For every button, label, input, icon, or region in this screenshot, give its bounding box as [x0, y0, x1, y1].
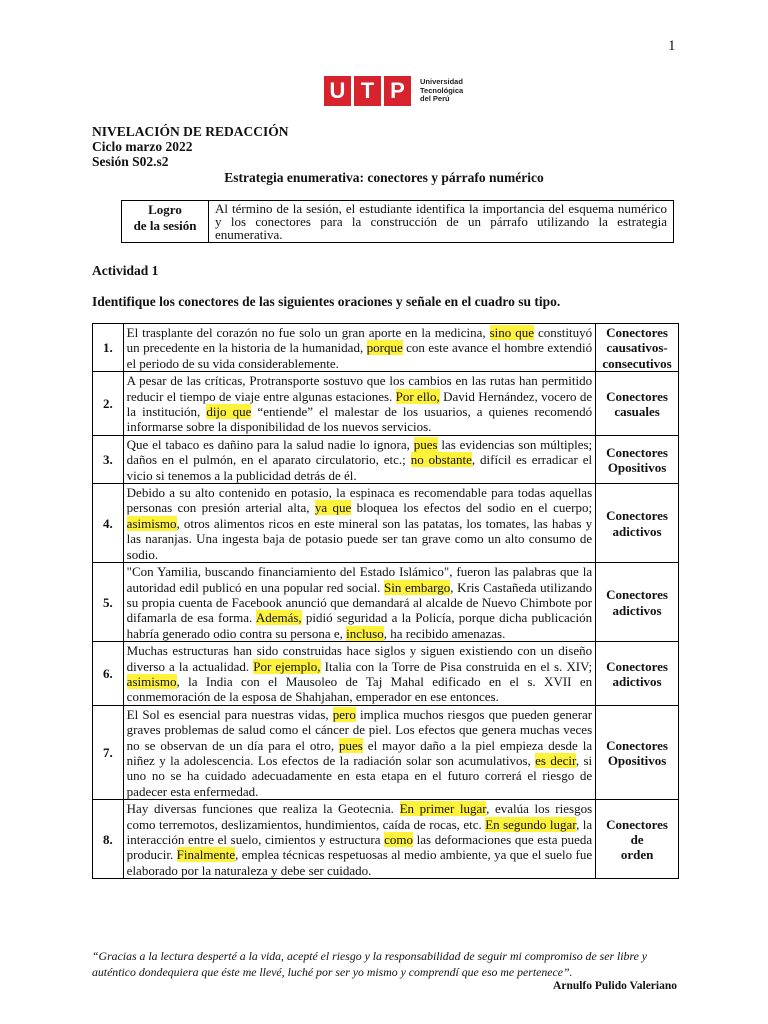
- footer-quote: “Gracias a la lectura desperté a la vida, acepté el riesgo y la responsabilidad de seguir mi compromiso de ser libre y auténtico dondequiera que éste me llevé, luché por ser yo mismo y comprendí que eso me pertenece”.: [92, 949, 648, 979]
- sentence-text: Debido a su alto contenido en potasio, la espinaca es recomendable para todas aquellas personas con presión arterial alta,: [126, 485, 593, 516]
- connector-type-line: adictivos: [612, 602, 662, 618]
- connector-type-line: Conectores: [606, 737, 668, 753]
- sentence-text: "Con Yamilia, buscando financiamiento del Estado Islámico", fueron las palabras que la autoridad edil publicó en una popular red social.: [126, 564, 593, 595]
- connector-type-line: causativos-: [606, 340, 668, 356]
- connector-type-line: orden: [620, 847, 654, 863]
- sentence-text: las evidencias son múltiples; daños en el pulmón, en el aparato circulatorio, etc.;: [126, 436, 593, 468]
- highlighted-connector: En primer lugar: [399, 801, 487, 817]
- highlighted-connector: Además,: [255, 610, 302, 626]
- connector-type-line: adictivos: [612, 673, 662, 689]
- logo-university-name: Universidad Tecnológica del Perú: [420, 77, 464, 104]
- highlighted-connector: pues: [339, 737, 363, 753]
- highlighted-connector: pues: [413, 436, 438, 452]
- connector-type-line: Conectores: [606, 325, 668, 340]
- connector-type: [596, 484, 679, 563]
- sentence-text: , la interacción entre el suelo, cimientos y estructura: [126, 816, 593, 847]
- session-label: Sesión S02.s2: [92, 154, 169, 169]
- connector-type: [596, 800, 679, 879]
- logro-text: Al término de la sesión, el estudiante identifica la importancia del esquema numérico y los conectores para la construcción de un párrafo utilizando la estrategia enumerativa.: [209, 201, 674, 243]
- highlighted-connector: Por ejemplo,: [253, 658, 321, 674]
- connector-type-line: Conectores: [606, 508, 668, 524]
- connector-type-line: adictivos: [612, 523, 662, 539]
- connector-type-line: consecutivos: [602, 355, 672, 371]
- row-number: 1.: [93, 324, 124, 372]
- connector-type-line: Conectores de: [606, 816, 668, 847]
- connector-type: [596, 324, 679, 372]
- highlighted-connector: ya que: [314, 500, 352, 516]
- row-sentence: [123, 484, 595, 563]
- sentence-text: , difícil es erradicar el vicio si tenemos a la publicidad detrás de él.: [126, 452, 593, 483]
- highlighted-connector: incluso: [346, 625, 384, 641]
- sentence-text: “entiende” el malestar de los usuarios, a quienes recomendó informarse sobre la disponibilidad de los nuevos servicios.: [126, 404, 593, 435]
- row-sentence: [123, 372, 595, 436]
- connector-type-line: Conectores: [606, 388, 668, 404]
- connector-type: [596, 435, 679, 483]
- logo-letter-p: P: [384, 76, 411, 106]
- sentence-text: , Kris Castañeda utilizando su propia cuenta de Facebook anunció que demandará al alcalde de Nuevo Chimbote por difamarla de esa forma.: [126, 579, 593, 626]
- sentence-text: bloquea los efectos del sodio en el cuerpo;: [351, 500, 593, 516]
- table-row: [93, 372, 679, 436]
- connector-type-line: Conectores: [606, 444, 668, 460]
- highlighted-connector: no obstante: [410, 452, 472, 468]
- sentence-text: Italia con la Torre de Pisa construida en el s. XIV;: [320, 658, 593, 674]
- connector-type-line: Conectores: [606, 587, 668, 603]
- row-number: 6.: [93, 642, 124, 706]
- row-number: 3.: [93, 435, 124, 483]
- cycle-label: Ciclo marzo 2022: [92, 139, 193, 154]
- sentence-text: Que el tabaco es dañino para la salud nadie lo ignora,: [126, 436, 414, 452]
- connector-type-line: casuales: [614, 404, 660, 420]
- utp-logo: [324, 74, 463, 108]
- highlighted-connector: asimismo: [126, 515, 177, 531]
- connector-type-line: Conectores: [606, 658, 668, 674]
- table-row: [93, 435, 679, 483]
- highlighted-connector: Por ello,: [395, 388, 440, 404]
- sentence-text: , la India con el Mausoleo de Taj Mahal edificado en el s. XVII en conmemoración de la esposa de Shahjahan, emperador en ese entonces.: [126, 673, 593, 705]
- row-number: 5.: [93, 563, 124, 642]
- sentence-text: Hay diversas funciones que realiza la Geotecnia.: [126, 801, 400, 817]
- highlighted-connector: Sin embargo: [384, 579, 451, 595]
- sentence-text: El trasplante del corazón no fue solo un gran aporte en la medicina,: [126, 325, 490, 340]
- connector-type: [596, 705, 679, 799]
- row-number: 8.: [93, 800, 124, 879]
- connector-type-line: Opositivos: [607, 459, 667, 475]
- connector-type: [596, 642, 679, 706]
- footer-author: Arnulfo Pulido Valeriano: [553, 980, 677, 992]
- sentence-text: El Sol es esencial para nuestras vidas,: [126, 706, 333, 722]
- course-title: NIVELACIÓN DE REDACCIÓN: [92, 124, 289, 139]
- session-subtitle: Estrategia enumerativa: conectores y párrafo numérico: [224, 170, 544, 185]
- row-number: 7.: [93, 705, 124, 799]
- sentence-text: con este avance el hombre extendió el periodo de su vida considerablemente.: [126, 340, 593, 371]
- highlighted-connector: sino que: [489, 325, 535, 340]
- sentence-text: , ha recibido amenazas.: [383, 625, 506, 641]
- sentence-text: A pesar de las críticas, Protransporte sostuvo que los cambios en las rutas han permitido reducir el tiempo de viaje entre algunas estaciones.: [126, 373, 593, 404]
- sentence-text: , si uno no se ha cuidado adecuadamente en esta etapa en el futuro correrá el riesgo de padecer esta enfermedad.: [126, 752, 593, 799]
- sentence-text: , otros alimentos ricos en este mineral son las patatas, los tomates, las habas y las naranjas. Una ingesta baja de potasio puede ser tan grave como un alto consumo de sodio.: [126, 515, 593, 562]
- highlighted-connector: Finalmente: [176, 847, 236, 863]
- connector-type: [596, 372, 679, 436]
- table-row: [93, 484, 679, 563]
- activity-instruction: Identifique los conectores de las siguientes oraciones y señale en el cuadro su tipo.: [92, 294, 561, 309]
- logro-label: Logro de la sesión: [122, 201, 209, 243]
- highlighted-connector: es decir: [535, 752, 576, 768]
- logro-table: [121, 200, 674, 243]
- row-sentence: [123, 800, 595, 879]
- sentence-text: constituyó un precedente en la historia de la humanidad,: [126, 325, 593, 356]
- highlighted-connector: En segundo lugar: [485, 816, 577, 832]
- row-sentence: [123, 642, 595, 706]
- table-row: [93, 563, 679, 642]
- activity-title: Actividad 1: [92, 263, 159, 278]
- row-sentence: [123, 705, 595, 799]
- highlighted-connector: pero: [332, 706, 356, 722]
- row-sentence: [123, 435, 595, 483]
- page-number: 1: [668, 38, 676, 54]
- logo-letter-t: T: [354, 76, 381, 106]
- connector-type-line: Opositivos: [607, 752, 667, 768]
- highlighted-connector: asimismo: [126, 673, 177, 689]
- highlighted-connector: dijo que: [206, 404, 252, 420]
- row-number: 4.: [93, 484, 124, 563]
- sentence-text: el mayor daño a la piel empieza desde la niñez y la adolescencia. Los efectos de la radiación solar son acumulativos,: [126, 737, 593, 768]
- row-number: 2.: [93, 372, 124, 436]
- row-sentence: [123, 563, 595, 642]
- sentence-text: las deformaciones que esta pueda producir.: [126, 832, 593, 863]
- table-row: [93, 800, 679, 879]
- table-row: [93, 642, 679, 706]
- sentence-text: pidió seguridad a la Policía, porque dicha publicación habría generado odio contra su persona e,: [126, 610, 593, 641]
- table-row: [93, 324, 679, 372]
- row-sentence: [123, 324, 595, 372]
- highlighted-connector: porque: [366, 340, 403, 356]
- sentence-text: implica muchos riesgos que pueden generar graves problemas de salud como el cáncer de piel. Los efectos que genera muchas veces no se observan de un día para el otro,: [126, 706, 593, 753]
- connector-type: [596, 563, 679, 642]
- table-row: [93, 705, 679, 799]
- sentence-text: , evalúa los riesgos como terremotos, deslizamientos, hundimientos, caída de rocas, etc.: [126, 801, 593, 832]
- logo-letter-u: U: [324, 76, 351, 106]
- sentence-text: , emplea técnicas respetuosas al medio ambiente, ya que el suelo fue elaborado por la naturaleza y debe ser cuidado.: [126, 847, 593, 878]
- connectors-table-body: [93, 324, 679, 879]
- highlighted-connector: como: [384, 832, 414, 847]
- sentence-text: David Hernández, vocero de la institución,: [126, 388, 593, 420]
- sentence-text: Muchas estructuras han sido construidas hace siglos y siguen existiendo con un diseño diverso a la actualidad.: [126, 643, 593, 674]
- connectors-table: [92, 323, 679, 879]
